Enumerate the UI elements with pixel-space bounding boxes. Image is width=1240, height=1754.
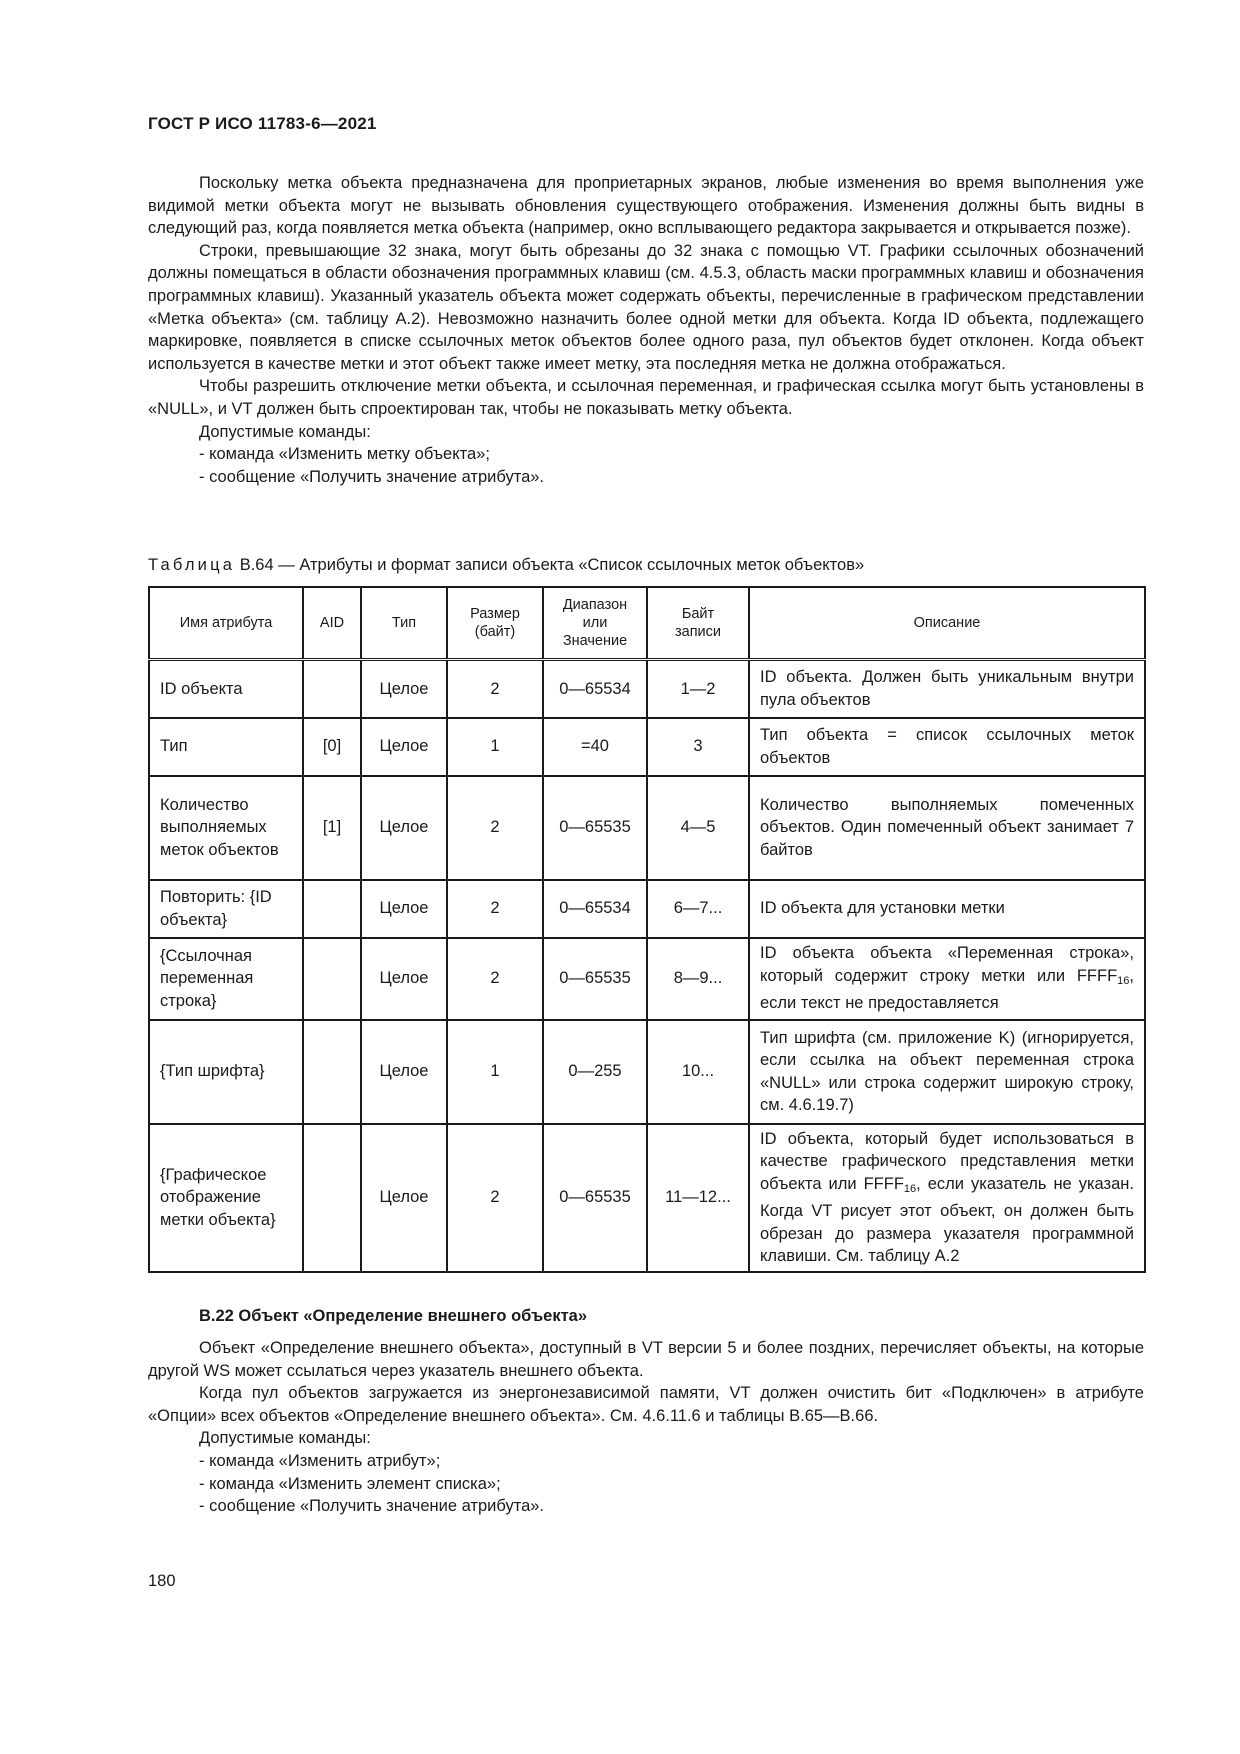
description-text: ID объекта, который будет использоваться в качестве графического представления метки объекта или FFFF	[760, 1129, 1134, 1193]
cell-range: 0—65535	[543, 776, 647, 880]
cell-type: Целое	[361, 718, 447, 776]
cell-bytes: 4—5	[647, 776, 749, 880]
command-item: - сообщение «Получить значение атрибута».	[199, 467, 545, 486]
cell-name: {Графическое отображение метки объекта}	[149, 1124, 303, 1272]
cell-aid	[303, 938, 361, 1020]
cell-aid	[303, 1020, 361, 1124]
cell-name: ID объекта	[149, 660, 303, 718]
header-size: Размер (байт)	[447, 587, 543, 660]
cell-aid	[303, 880, 361, 938]
cell-name: {Тип шрифта}	[149, 1020, 303, 1124]
cell-size: 2	[447, 938, 543, 1020]
cell-range: 0—65535	[543, 1124, 647, 1272]
intro-text	[148, 172, 1144, 488]
table-row	[149, 776, 1145, 880]
cell-description: Тип объекта = список ссылочных меток объектов	[749, 718, 1145, 776]
cell-type: Целое	[361, 880, 447, 938]
attributes-table	[148, 586, 1146, 1273]
command-item: - сообщение «Получить значение атрибута».	[199, 1497, 545, 1516]
table-row	[149, 880, 1145, 938]
cell-type: Целое	[361, 938, 447, 1020]
cell-aid: [1]	[303, 776, 361, 880]
commands-label: Допустимые команды:	[199, 422, 371, 441]
cell-description: Количество выполняемых помеченных объектов. Один помеченный объект занимает 7 байтов	[749, 776, 1145, 880]
intro-paragraph: Поскольку метка объекта предназначена для проприетарных экранов, любые изменения во время выполнения уже видимой метки объекта могут не вызывать обновления существующего отображения. Изменения должны быть видны в следующий раз, когда появляется метка объекта (например, окно всплывающего редактора закрывается и открывается позже).	[148, 174, 1144, 238]
cell-bytes: 10...	[647, 1020, 749, 1124]
description-text: , если указатель не указан. Когда VT рисует этот объект, он должен быть обрезан до размера указателя программной клавиши. См. таблицу А.2	[760, 1174, 1134, 1265]
cell-bytes: 6—7...	[647, 880, 749, 938]
table-row	[149, 718, 1145, 776]
cell-size: 2	[447, 660, 543, 718]
cell-range: 0—65534	[543, 660, 647, 718]
cell-size: 2	[447, 1124, 543, 1272]
header-description: Описание	[749, 587, 1145, 660]
header-bytes: Байт записи	[647, 587, 749, 660]
table-header-row	[149, 587, 1145, 660]
section-paragraph: Когда пул объектов загружается из энергонезависимой памяти, VT должен очистить бит «Подключен» в атрибуте «Опции» всех объектов «Определение внешнего объекта». См. 4.6.11.6 и таблицы В.65—В.66.	[148, 1384, 1144, 1425]
cell-bytes: 11—12...	[647, 1124, 749, 1272]
table-row	[149, 1020, 1145, 1124]
section-heading: В.22 Объект «Определение внешнего объекта»	[199, 1307, 588, 1325]
cell-range: 0—65534	[543, 880, 647, 938]
cell-name: Тип	[149, 718, 303, 776]
command-item: - команда «Изменить метку объекта»;	[199, 445, 490, 464]
cell-type: Целое	[361, 1020, 447, 1124]
commands-label: Допустимые команды:	[199, 1429, 371, 1448]
cell-range: =40	[543, 718, 647, 776]
cell-name: Повторить: {ID объекта}	[149, 880, 303, 938]
cell-description	[749, 1124, 1145, 1272]
cell-name: {Ссылочная переменная строка}	[149, 938, 303, 1020]
cell-description	[749, 938, 1145, 1020]
command-item: - команда «Изменить элемент списка»;	[199, 1474, 501, 1493]
hex-subscript: 16	[1117, 974, 1130, 987]
header-name: Имя атрибута	[149, 587, 303, 660]
intro-paragraph: Чтобы разрешить отключение метки объекта, и ссылочная переменная, и графическая ссылка могут быть установлены в «NULL», и VT должен быть спроектирован так, чтобы не показывать метку объекта.	[148, 377, 1144, 418]
cell-size: 1	[447, 718, 543, 776]
cell-type: Целое	[361, 660, 447, 718]
hex-subscript: 16	[903, 1182, 917, 1195]
cell-bytes: 3	[647, 718, 749, 776]
cell-description: Тип шрифта (см. приложение K) (игнорируется, если ссылка на объект переменная строка «NULL» или строка содержит широкую строку, см. 4.6.19.7)	[749, 1020, 1145, 1124]
document-header: ГОСТ Р ИСО 11783-6—2021	[148, 114, 377, 133]
command-item: - команда «Изменить атрибут»;	[199, 1451, 441, 1470]
cell-description: ID объекта для установки метки	[749, 880, 1145, 938]
table-row	[149, 938, 1145, 1020]
header-type: Тип	[361, 587, 447, 660]
table-row	[149, 660, 1145, 718]
cell-description: ID объекта. Должен быть уникальным внутри пула объектов	[749, 660, 1145, 718]
description-text: ID объекта объекта «Переменная строка», который содержит строку метки или FFFF	[760, 944, 1134, 985]
cell-aid	[303, 660, 361, 718]
cell-range: 0—65535	[543, 938, 647, 1020]
table-caption	[148, 556, 1144, 575]
cell-bytes: 1—2	[647, 660, 749, 718]
cell-aid: [0]	[303, 718, 361, 776]
header-range: Диапазон или Значение	[543, 587, 647, 660]
page-number: 180	[148, 1572, 176, 1590]
section-paragraph: Объект «Определение внешнего объекта», доступный в VT версии 5 и более поздних, перечисляет объекты, на которые другой WS может ссылаться через указатель внешнего объекта.	[148, 1339, 1144, 1380]
cell-bytes: 8—9...	[647, 938, 749, 1020]
cell-size: 2	[447, 776, 543, 880]
cell-type: Целое	[361, 1124, 447, 1272]
table-row	[149, 1124, 1145, 1272]
cell-aid	[303, 1124, 361, 1272]
intro-paragraph: Строки, превышающие 32 знака, могут быть обрезаны до 32 знака с помощью VT. Графики ссылочных обозначений должны помещаться в области обозначения программных клавиш (см. 4.5.3, область маски программных клавиш и обозначения программных клавиш). Указанный указатель объекта может содержать объекты, перечисленные в графическом представлении «Метка объекта» (см. таблицу А.2). Невозможно назначить более одной метки для объекта. Когда ID объекта, подлежащего маркировке, появляется в списке ссылочных меток объектов более одного раза, пул объектов будет отклонен. Когда объект используется в качестве метки и этот объект также имеет метку, эта последняя метка не должна отображаться.	[148, 241, 1144, 373]
cell-name: Количество выполняемых меток объектов	[149, 776, 303, 880]
cell-type: Целое	[361, 776, 447, 880]
header-aid: AID	[303, 587, 361, 660]
table-caption-text: В.64 — Атрибуты и формат записи объекта «Список ссылочных меток объектов»	[239, 556, 865, 574]
description-text: , если текст не предоставляется	[760, 966, 1134, 1013]
section-text	[148, 1337, 1144, 1518]
cell-range: 0—255	[543, 1020, 647, 1124]
cell-size: 2	[447, 880, 543, 938]
table-caption-word: Таблица	[148, 556, 236, 574]
cell-size: 1	[447, 1020, 543, 1124]
